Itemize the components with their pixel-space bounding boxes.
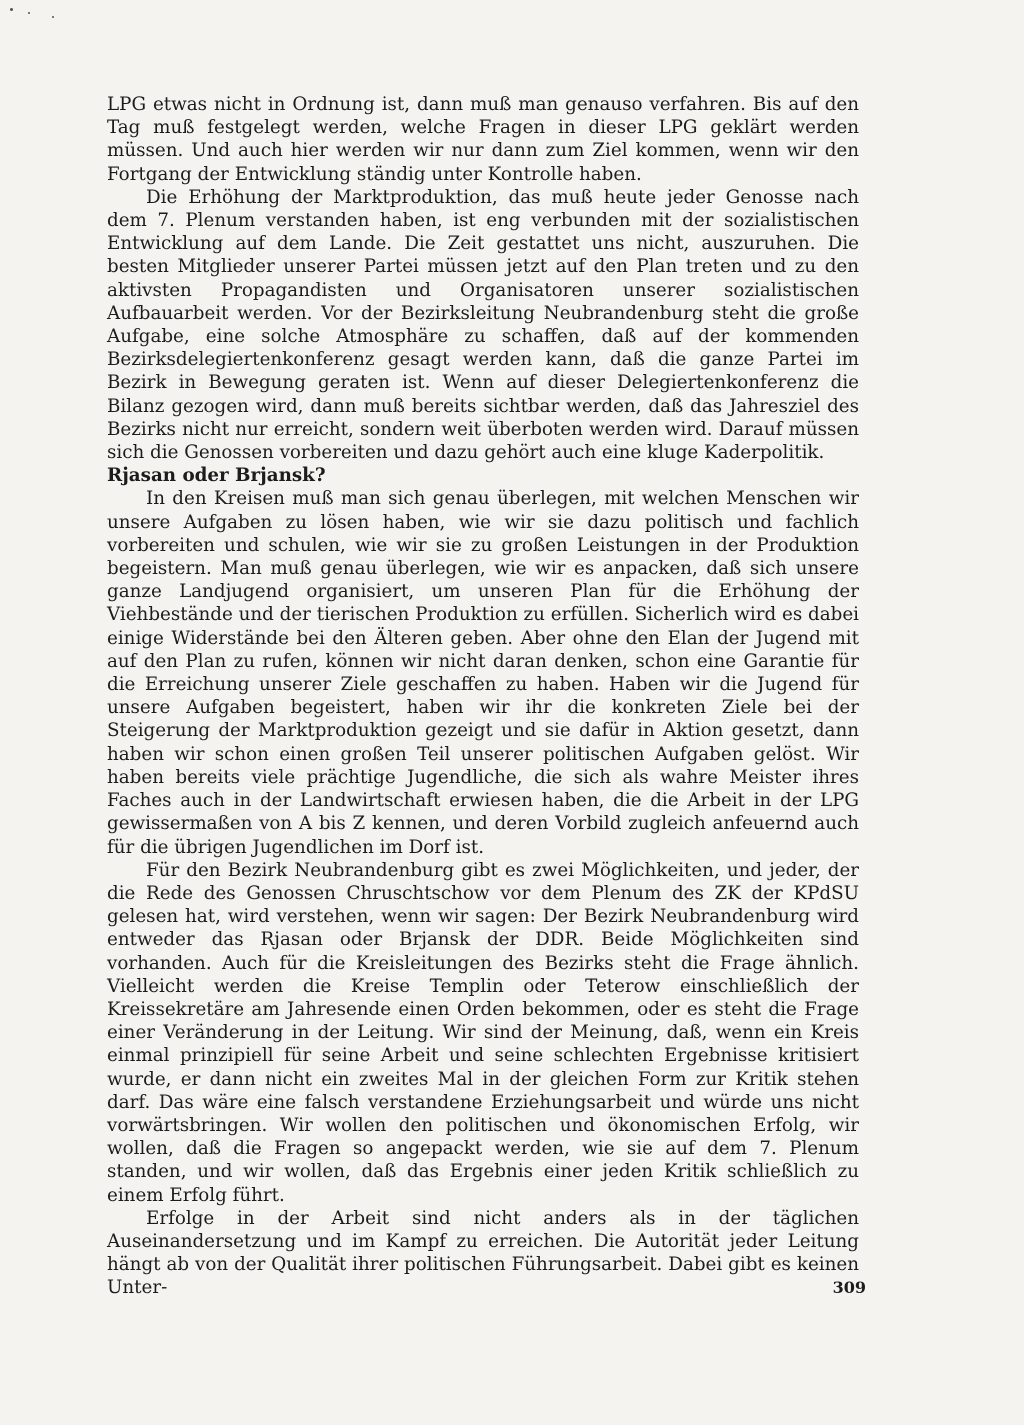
scan-speck bbox=[28, 12, 30, 14]
scan-speck bbox=[10, 8, 13, 11]
paragraph-youth: In den Kreisen muß man sich genau überlegen, mit welchen Menschen wir unsere Aufgaben zu lösen haben, wie wir sie dazu politisch und fachlich vorbereiten und schulen, wie wir sie zu großen Leistungen in der Produktion begeistern. Man muß genau überlegen, wie wir es anpacken, daß sich unsere ganze Landjugend organisiert, um unseren Plan für die Erhöhung der Viehbestände und der tierischen Produktion zu erfüllen. Sicherlich wird es dabei einige Widerstände bei den Älteren geben. Aber ohne den Elan der Jugend mit auf den Plan zu rufen, können wir nicht daran denken, schon eine Garantie für die Erreichung unserer Ziele geschaffen zu haben. Haben wir die Jugend für unsere Aufgaben begeistert, haben wir ihr die konkreten Ziele bei der Steigerung der Marktproduktion gezeigt und sie dafür in Aktion gesetzt, dann haben wir schon einen großen Teil unserer politischen Aufgaben gelöst. Wir haben bereits viele prächtige Jugendliche, die sich als wahre Meister ihres Faches auch in der Landwirtschaft erwiesen haben, die die Arbeit in der LPG gewissermaßen von A bis Z kennen, und deren Vorbild zugleich anfeuernd auch für die übrigen Jugendlichen im Dorf ist. bbox=[107, 488, 859, 858]
scan-speck bbox=[52, 16, 54, 18]
section-heading: Rjasan oder Brjansk? bbox=[107, 465, 326, 487]
paragraph-market-production: Die Erhöhung der Marktproduktion, das muß heute jeder Genosse nach dem 7. Plenum verstanden haben, ist eng verbunden mit der sozialistischen Entwicklung auf dem Lande. Die Zeit gestattet uns nicht, auszuruhen. Die besten Mitglieder unserer Partei müssen jetzt auf den Plan treten und zu den aktivsten Propagandisten und Organisatoren unserer sozialistischen Aufbauarbeit werden. Vor der Bezirksleitung Neubrandenburg steht die große Aufgabe, eine solche Atmosphäre zu schaffen, daß auf der kommenden Bezirksdelegiertenkonferenz gesagt werden kann, daß die ganze Partei im Bezirk in Bewegung geraten ist. Wenn auf dieser Delegiertenkonferenz die Bilanz gezogen wird, dann muß bereits sichtbar werden, daß das Jahresziel des Bezirks nicht nur erreicht, sondern weit überboten werden wird. Darauf müssen sich die Genossen vorbereiten und dazu gehört auch eine kluge Kaderpolitik. bbox=[107, 186, 859, 464]
paragraph-continuation: LPG etwas nicht in Ordnung ist, dann muß man genauso verfahren. Bis auf den Tag muß festgelegt werden, welche Fragen in dieser LPG geklärt werden müssen. Und auch hier werden wir nur dann zum Ziel kommen, wenn wir den Fortgang der Entwicklung ständig unter Kontrolle haben. bbox=[107, 94, 859, 185]
paragraph-successes: Erfolge in der Arbeit sind nicht anders als in der täglichen Auseinandersetzung und im Kampf zu erreichen. Die Autorität jeder Leitung hängt ab von der Qualität ihrer politischen Führungsarbeit. Dabei gibt es keinen Unter- bbox=[107, 1207, 859, 1299]
paragraph-two-possibilities: Für den Bezirk Neubrandenburg gibt es zwei Möglichkeiten, und jeder, der die Rede des Genossen Chruschtschow vor dem Plenum des ZK der KPdSU gelesen hat, wird verstehen, wenn wir sagen: Der Bezirk Neubrandenburg wird entweder das Rjasan oder Brjansk der DDR. Beide Möglichkeiten sind vorhanden. Auch für die Kreisleitungen des Bezirks steht die Frage ähnlich. Vielleicht werden die Kreise Templin oder Teterow einschließlich der Kreissekretäre am Jahresende einen Orden bekommen, oder es steht die Frage einer Veränderung in der Leitung. Wir sind der Meinung, daß, wenn ein Kreis einmal prinzipiell für seine Arbeit und seine schlechten Ergebnisse kritisiert wurde, er dann nicht ein zweites Mal in der gleichen Form zur Kritik stehen darf. Das wäre eine falsch verstandene Erziehungsarbeit und würde uns nicht vorwärtsbringen. Wir wollen den politischen und ökonomischen Erfolg, wir wollen, daß die Fragen so angepackt werden, wie sie auf dem 7. Plenum standen, und wir wollen, daß das Ergebnis einer jeden Kritik schließlich zu einem Erfolg führt. bbox=[107, 859, 859, 1206]
text-column bbox=[107, 93, 859, 1300]
page-number: 309 bbox=[832, 1278, 866, 1297]
